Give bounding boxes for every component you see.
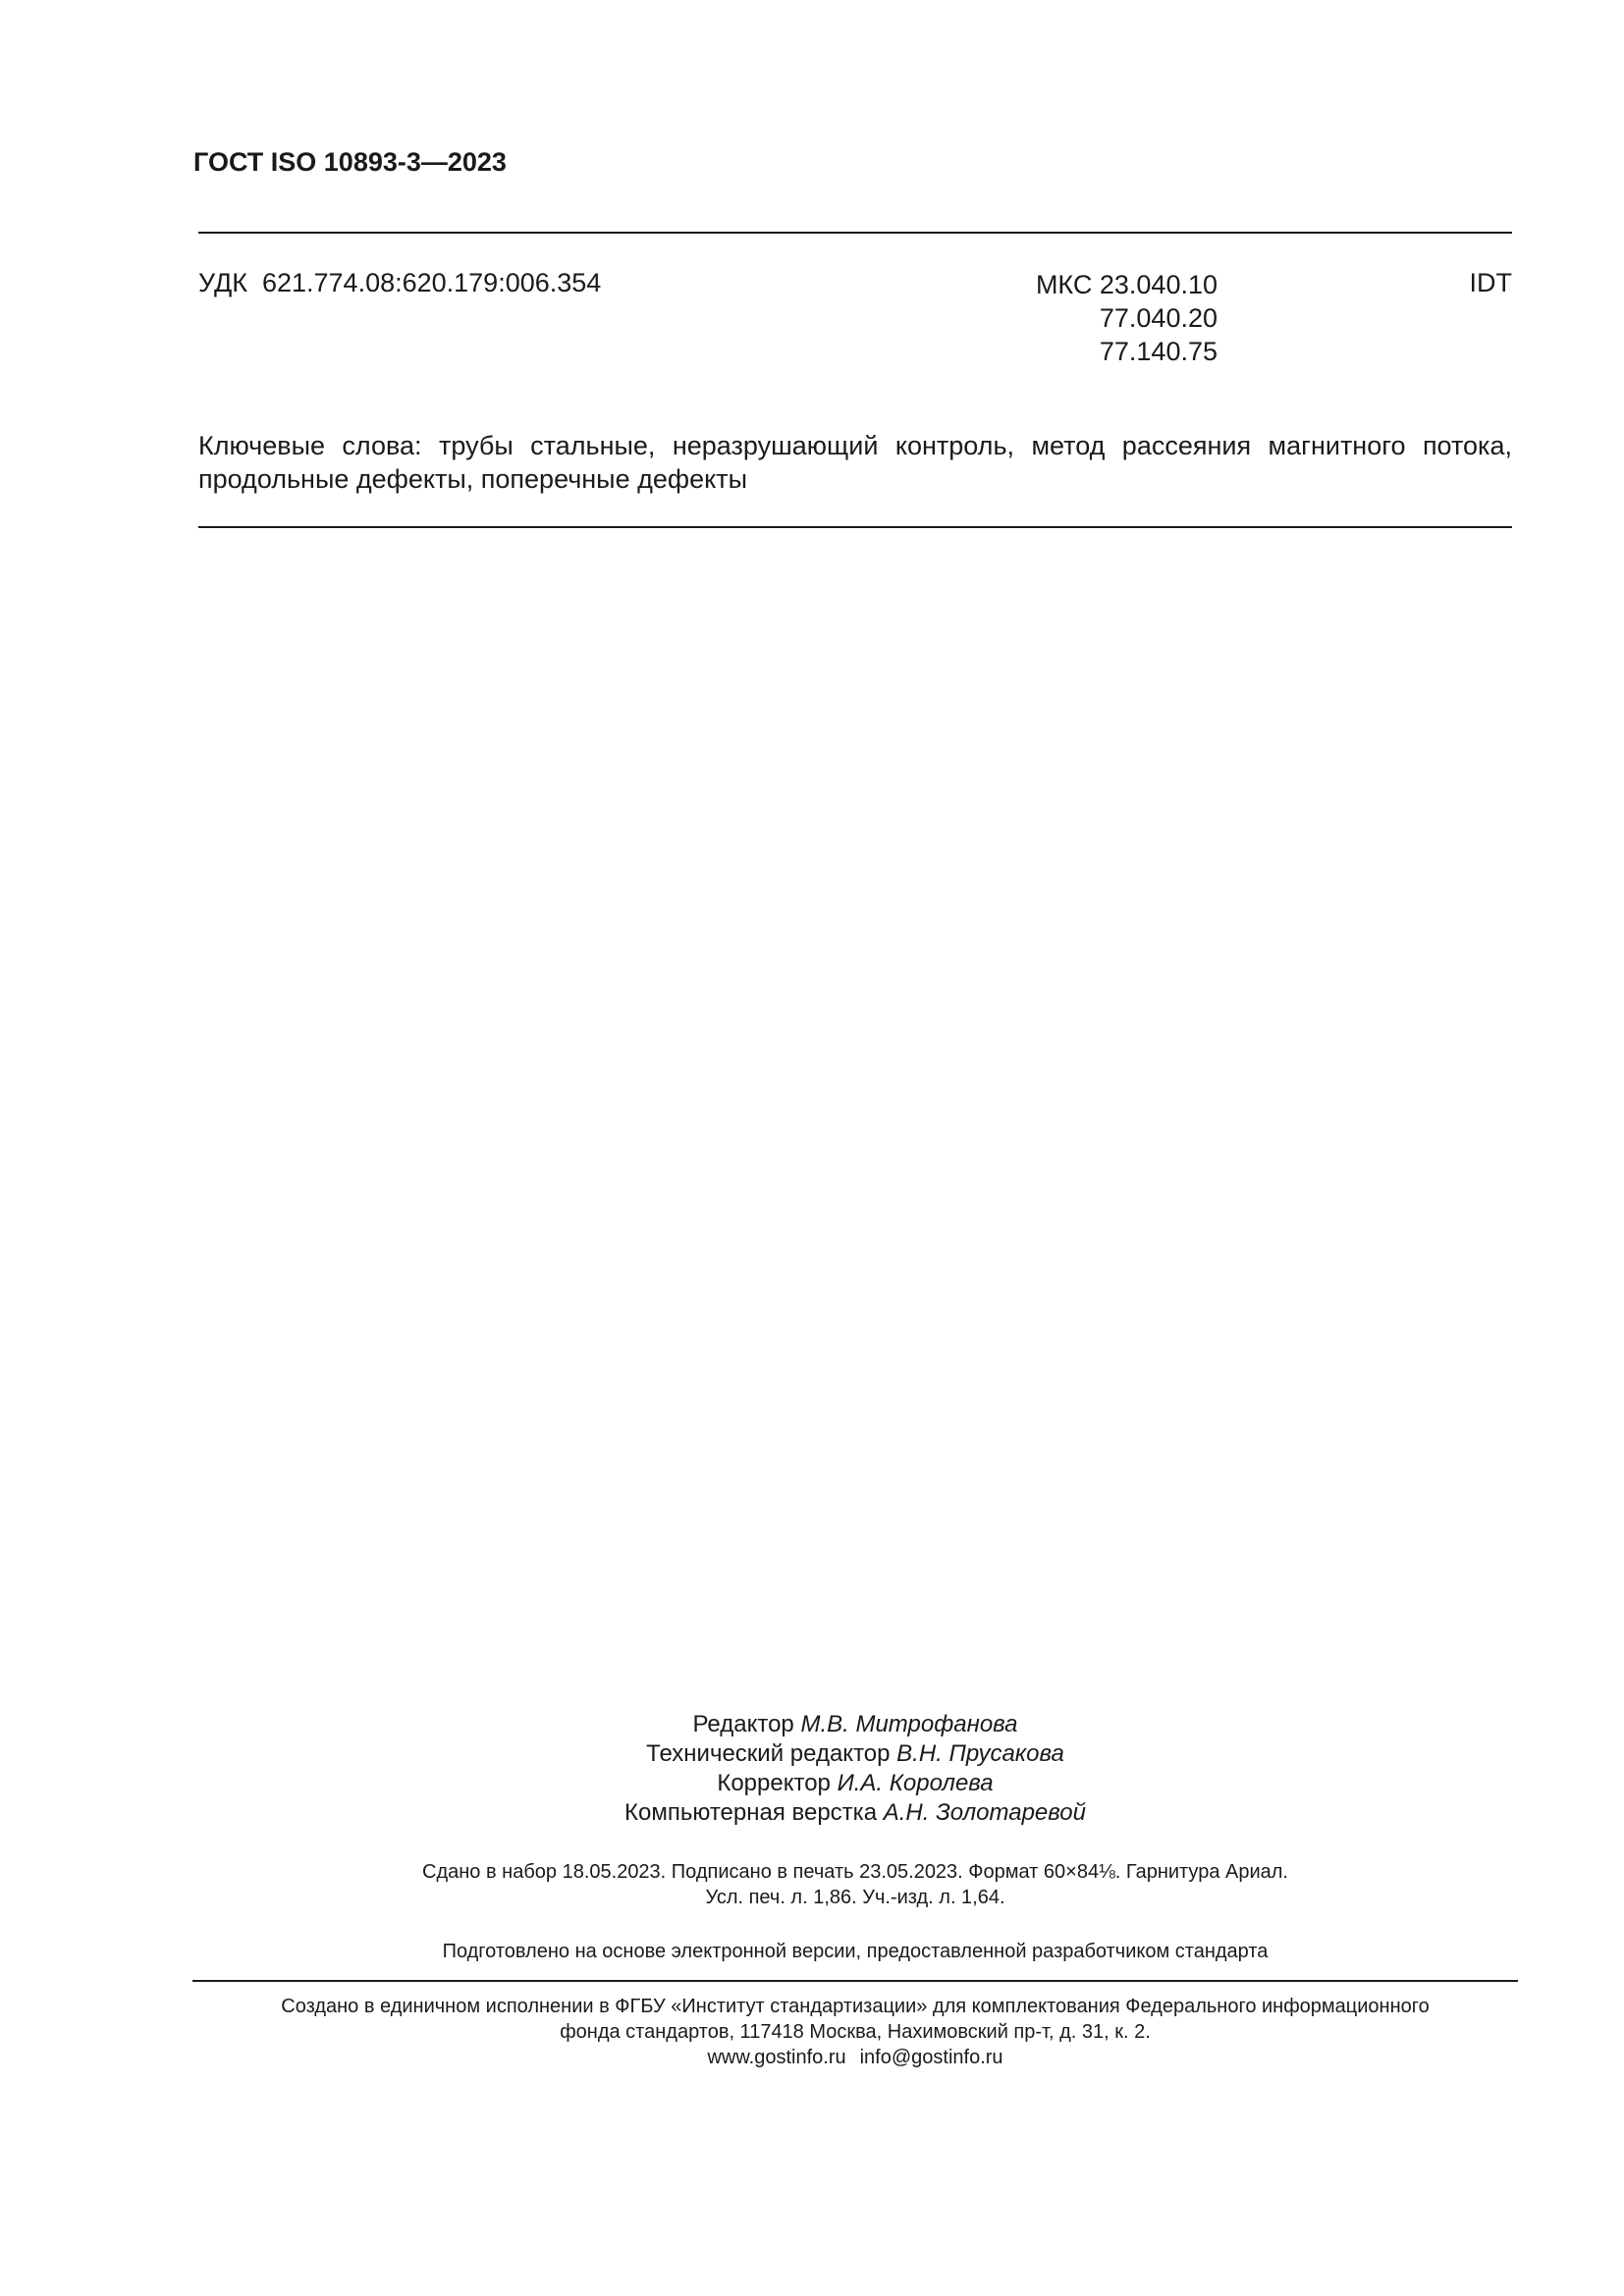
- tech-editor-line: [198, 1739, 1512, 1769]
- tech-editor-name: В.Н. Прусакова: [896, 1740, 1064, 1767]
- proofreader-role: Корректор: [717, 1770, 831, 1796]
- mks-code: 77.040.20: [1099, 303, 1218, 333]
- layout-role: Компьютерная верстка: [624, 1799, 878, 1826]
- layout-name: А.Н. Золотаревой: [883, 1799, 1086, 1826]
- editor-role: Редактор: [692, 1711, 794, 1737]
- contacts-line: [192, 2045, 1518, 2070]
- document-code: ГОСТ ISO 10893-3—2023: [193, 147, 507, 177]
- proofreader-line: [198, 1769, 1512, 1798]
- editor-line: [198, 1710, 1512, 1739]
- credits-block: [198, 1710, 1512, 1828]
- website-link[interactable]: www.gostinfo.ru: [707, 2047, 846, 2068]
- mks-row-1: [1011, 268, 1218, 301]
- udc-classification: [198, 268, 601, 298]
- email-link[interactable]: info@gostinfo.ru: [859, 2047, 1003, 2068]
- idt-mark: IDT: [1469, 268, 1512, 297]
- udc-value: 621.774.08:620.179:006.354: [261, 268, 602, 297]
- created-note: [192, 1994, 1518, 2070]
- mks-label: МКС: [1035, 270, 1093, 299]
- mks-classification: [1011, 268, 1218, 368]
- keywords-divider: [198, 526, 1512, 528]
- footer-divider: [192, 1980, 1518, 1982]
- editor-name: М.В. Митрофанова: [800, 1711, 1018, 1737]
- top-divider: [198, 232, 1512, 234]
- proofreader-name: И.А. Королева: [837, 1770, 994, 1796]
- print-info-line: Сдано в набор 18.05.2023. Подписано в печать 23.05.2023. Формат 60×84⅛. Гарнитура Ариал.: [422, 1861, 1288, 1883]
- udc-label: УДК: [198, 268, 247, 297]
- keywords-paragraph: Ключевые слова: трубы стальные, неразрушающий контроль, метод рассеяния магнитного потока, продольные дефекты, поперечные дефекты: [198, 431, 1512, 494]
- mks-code: 77.140.75: [1099, 337, 1218, 366]
- print-info-line: Усл. печ. л. 1,86. Уч.-изд. л. 1,64.: [705, 1887, 1005, 1908]
- prepared-note: Подготовлено на основе электронной версии, предоставленной разработчиком стандарта: [442, 1941, 1269, 1962]
- mks-code: 23.040.10: [1099, 270, 1218, 299]
- print-info: [198, 1859, 1512, 1910]
- created-line: фонда стандартов, 117418 Москва, Нахимовский пр-т, д. 31, к. 2.: [560, 2021, 1151, 2043]
- layout-line: [198, 1798, 1512, 1828]
- tech-editor-role: Технический редактор: [646, 1740, 891, 1767]
- created-line: Создано в единичном исполнении в ФГБУ «Институт стандартизации» для комплектования Федерального информационного: [281, 1996, 1430, 2017]
